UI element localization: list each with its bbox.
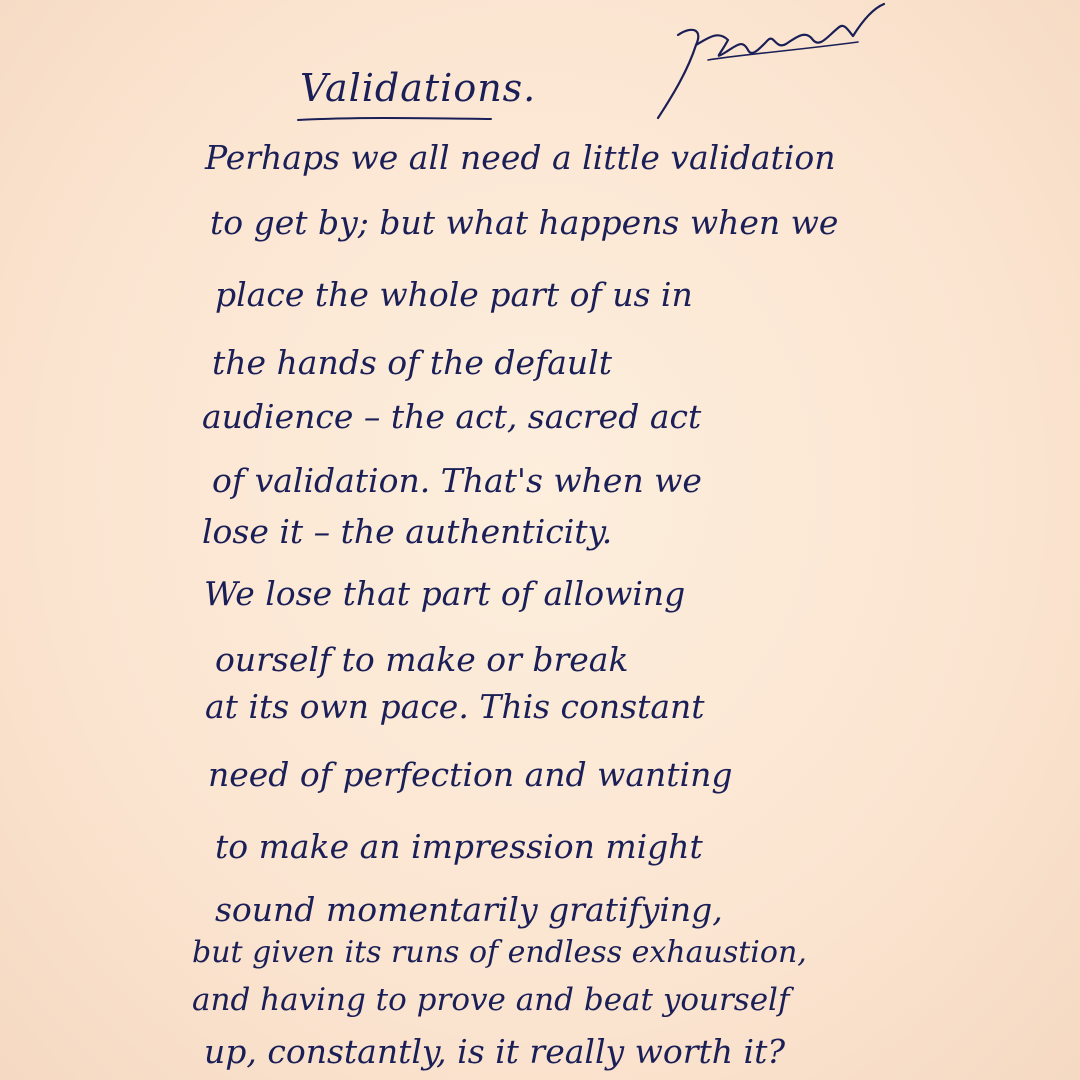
note-line: at its own pace. This constant — [205, 687, 705, 726]
note-line: to make an impression might — [215, 827, 703, 866]
note-line: We lose that part of allowing — [204, 574, 686, 613]
note-line: of validation. That's when we — [212, 461, 702, 500]
note-title: Validations. — [300, 66, 537, 110]
note-line: up, constantly, is it really worth it? — [204, 1032, 786, 1071]
note-line: sound momentarily gratifying, — [215, 890, 723, 929]
note-line: need of perfection and wanting — [208, 755, 733, 794]
note-line: and having to prove and beat yourself — [192, 982, 790, 1018]
note-line: but given its runs of endless exhaustion, — [192, 935, 807, 970]
note-line: place the whole part of us in — [215, 275, 693, 314]
signature-mark — [648, 0, 888, 125]
note-line: lose it – the authenticity. — [202, 512, 613, 551]
note-line: the hands of the default — [212, 343, 612, 382]
note-line: audience – the act, sacred act — [202, 397, 702, 436]
note-line: ourself to make or break — [215, 640, 629, 679]
note-line: to get by; but what happens when we — [210, 203, 839, 242]
title-underline — [296, 114, 496, 124]
note-line: Perhaps we all need a little validation — [205, 138, 836, 177]
